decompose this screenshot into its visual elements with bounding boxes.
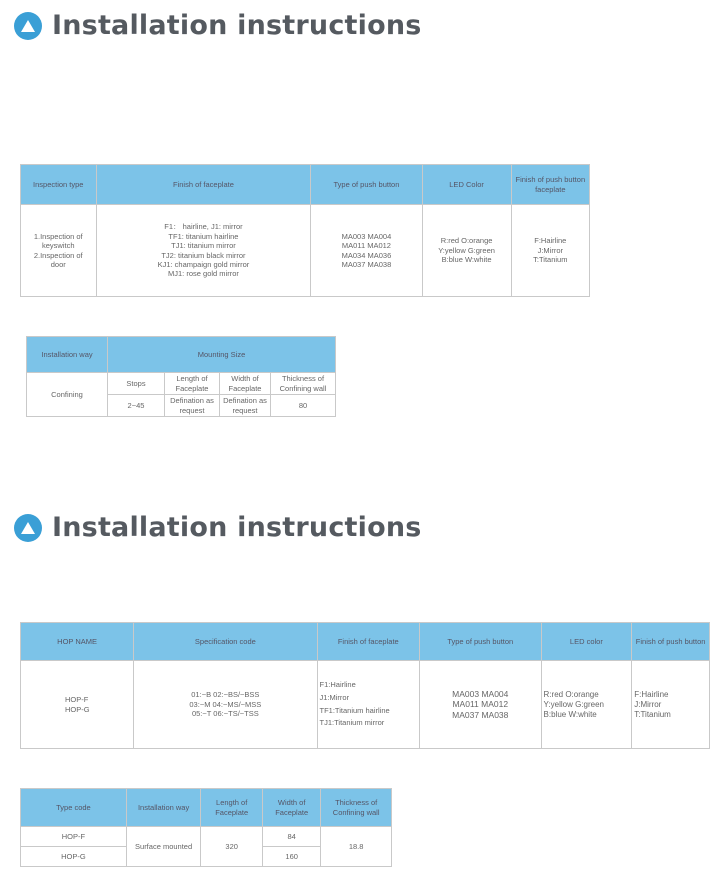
header-length: Length of Faceplate	[201, 789, 263, 827]
header-finish-faceplate: Finish of faceplate	[317, 623, 420, 661]
header-push-button: Type of push button	[420, 623, 542, 661]
sub-width: Width of Faceplate	[220, 373, 271, 395]
header-inspection-type: Inspection type	[21, 165, 97, 205]
led-cell: R:red O:orange Y:yellow G:green B:blue W:white	[541, 661, 632, 749]
button-finish-cell: F:Hairline J:Mirror T:Titanium	[511, 205, 589, 297]
thickness-value: 18.8	[321, 827, 392, 867]
sub-length: Length of Faceplate	[165, 373, 220, 395]
section1-heading	[14, 10, 422, 41]
header-installation-way: Installation way	[126, 789, 200, 827]
header-spec-code: Specification code	[134, 623, 317, 661]
stops-value: 2~45	[108, 395, 165, 417]
thickness-value: 80	[271, 395, 336, 417]
section2-title: Installation instructions	[52, 512, 422, 543]
led-cell: R:red O:orange Y:yellow G:green B:blue W:white	[422, 205, 511, 297]
sub-thickness: Thickness of Confining wall	[271, 373, 336, 395]
mounting-size-table	[26, 336, 336, 417]
header-installation-way: Installation way	[27, 337, 108, 373]
header-type-code: Type code	[21, 789, 127, 827]
width-hop-g: 160	[263, 847, 321, 867]
push-button-cell: MA003 MA004 MA011 MA012 MA034 MA036 MA037 MA038	[311, 205, 422, 297]
type-code-hop-g: HOP-G	[21, 847, 127, 867]
header-hop-name: HOP NAME	[21, 623, 134, 661]
button-finish-cell: F:Hairline J:Mirror T:Titanium	[632, 661, 710, 749]
hop-name-cell: HOP-F HOP-G	[21, 661, 134, 749]
header-mounting-size: Mounting Size	[108, 337, 336, 373]
hop-spec-table	[20, 622, 710, 749]
hop-dimension-table	[20, 788, 392, 867]
header-finish-faceplate: Finish of faceplate	[96, 165, 311, 205]
width-value: Defination as request	[220, 395, 271, 417]
length-value: 320	[201, 827, 263, 867]
section2-heading	[14, 512, 422, 543]
push-button-cell: MA003 MA004 MA011 MA012 MA037 MA038	[420, 661, 542, 749]
type-code-hop-f: HOP-F	[21, 827, 127, 847]
header-button-finish: Finish of push button	[632, 623, 710, 661]
installation-value: Surface mounted	[126, 827, 200, 867]
inspection-table	[20, 164, 590, 297]
spec-cell: 01:~B 02:~BS/~BSS 03:~M 04:~MS/~MSS 05:~T 06:~TS/~TSS	[134, 661, 317, 749]
header-push-button: Type of push button	[311, 165, 422, 205]
finish-cell: F1： hairline, J1: mirror TF1: titanium hairline TJ1: titanium mirror TJ2: titanium black mirror KJ1: champaign gold mirror MJ1: rose gold mirror	[96, 205, 311, 297]
header-button-finish: Finish of push button faceplate	[511, 165, 589, 205]
header-led-color: LED Color	[422, 165, 511, 205]
header-led-color: LED color	[541, 623, 632, 661]
header-thickness: Thickness of Confining wall	[321, 789, 392, 827]
header-width: Width of Faceplate	[263, 789, 321, 827]
section1-title: Installation instructions	[52, 10, 422, 41]
inspection-cell: 1.Inspection of keyswitch 2.Inspection of door	[21, 205, 97, 297]
triangle-icon	[14, 12, 42, 40]
width-hop-f: 84	[263, 827, 321, 847]
triangle-icon	[14, 514, 42, 542]
length-value: Defination as request	[165, 395, 220, 417]
finish-cell: F1:Hairline J1:Mirror TF1:Titanium hairline TJ1:Titanium mirror	[317, 661, 420, 749]
sub-stops: Stops	[108, 373, 165, 395]
install-value: Confining	[27, 373, 108, 417]
